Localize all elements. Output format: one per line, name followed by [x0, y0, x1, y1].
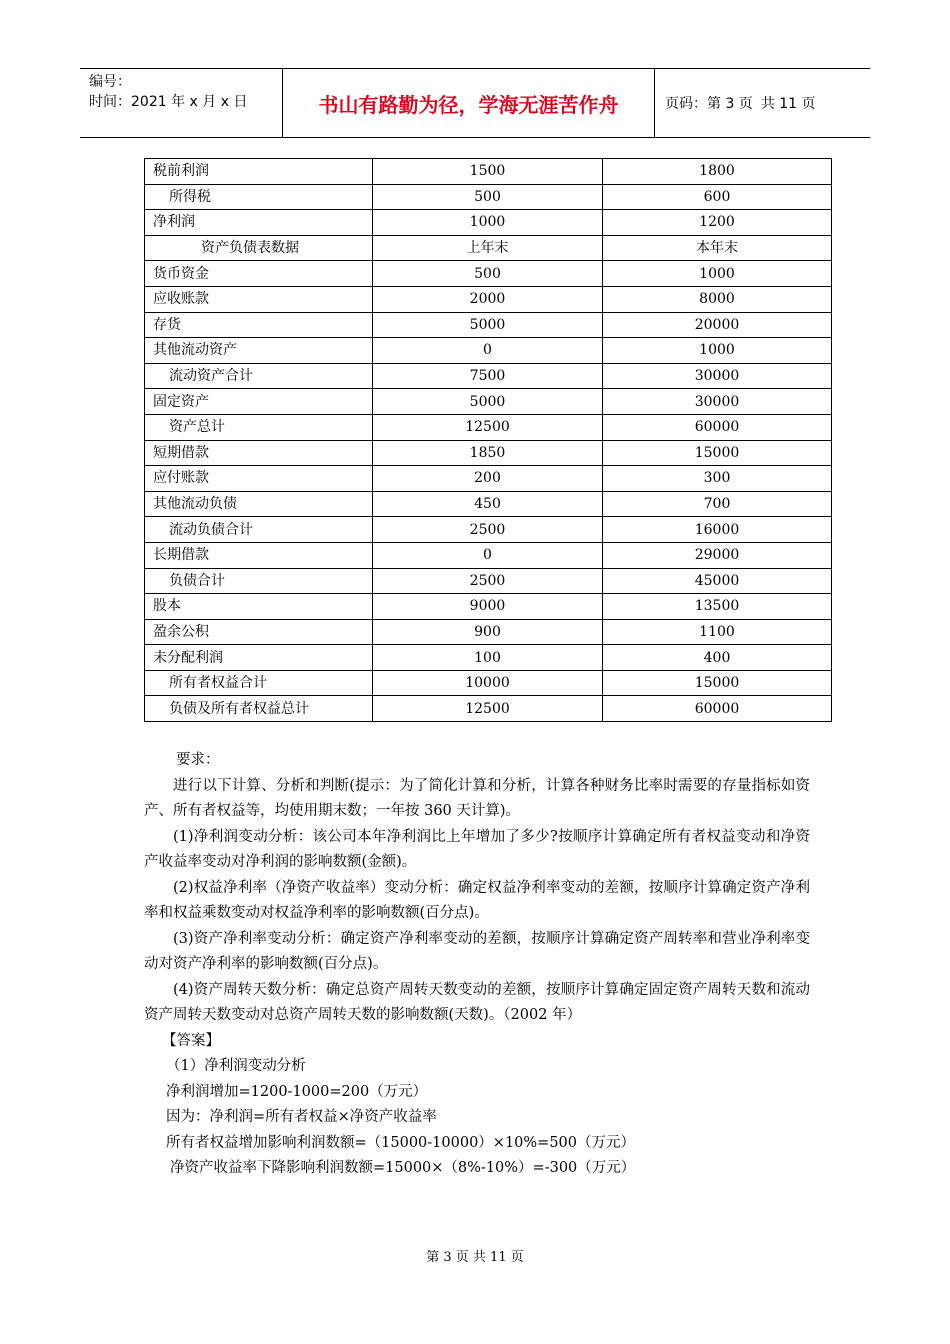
prev-year-cell: 2500: [373, 517, 603, 543]
prev-year-cell: 5000: [373, 389, 603, 415]
table-row: [145, 517, 832, 543]
row-label: 其他流动负债: [153, 496, 237, 513]
header-page-label: 页码：第 3 页: [665, 96, 753, 112]
header-meta: [80, 69, 283, 137]
curr-year-cell: 1000: [603, 338, 832, 364]
curr-year-cell: 300: [603, 466, 832, 492]
prev-year-cell: 10000: [373, 670, 603, 696]
curr-year-cell: 20000: [603, 312, 832, 338]
row-label: 流动负债合计: [169, 521, 253, 538]
row-label-cell: [145, 645, 373, 671]
table-row: [145, 159, 832, 185]
row-label-cell: [145, 389, 373, 415]
row-label-cell: [145, 235, 373, 261]
row-label: 所有者权益合计: [169, 675, 267, 692]
row-label: 税前利润: [153, 163, 209, 180]
row-label-cell: [145, 619, 373, 645]
curr-year-cell: 30000: [603, 389, 832, 415]
prev-year-cell: 上年末: [373, 235, 603, 261]
row-label-cell: [145, 363, 373, 389]
document-header: [80, 68, 870, 138]
row-label: 流动资产合计: [169, 368, 253, 385]
table-row: [145, 594, 832, 620]
table-row: [145, 414, 832, 440]
row-label: 股本: [153, 598, 181, 615]
intro-paragraph: 进行以下计算、分析和判断(提示：为了简化计算和分析，计算各种财务比率时需要的存量指标如资产、所有者权益等，均使用期末数；一年按 360 天计算)。: [144, 777, 810, 819]
requirement-heading: 要求：: [176, 752, 220, 768]
answer-section-title: （1）净利润变动分析: [166, 1058, 306, 1074]
table-row: [145, 491, 832, 517]
row-label: 短期借款: [153, 444, 209, 461]
answer-line-3: 所有者权益增加影响利润数额=（15000-10000）×10%=500（万元）: [166, 1134, 636, 1151]
table-row: [145, 184, 832, 210]
table-row: [145, 286, 832, 312]
row-label-cell: [145, 594, 373, 620]
curr-year-cell: 700: [603, 491, 832, 517]
curr-year-cell: 400: [603, 645, 832, 671]
prev-year-cell: 0: [373, 542, 603, 568]
curr-year-cell: 60000: [603, 414, 832, 440]
question-text: [144, 748, 810, 1182]
table-row: [145, 338, 832, 364]
curr-year-cell: 1800: [603, 159, 832, 185]
row-label: 应收账款: [153, 291, 209, 308]
row-label: 其他流动资产: [153, 342, 237, 359]
table-row: [145, 261, 832, 287]
page-footer: 第 3 页 共 11 页: [426, 1250, 524, 1265]
prev-year-cell: 100: [373, 645, 603, 671]
row-label: 存货: [153, 316, 181, 333]
row-label-cell: [145, 414, 373, 440]
row-label-cell: [145, 440, 373, 466]
prev-year-cell: 500: [373, 184, 603, 210]
row-label-cell: [145, 517, 373, 543]
row-label-cell: [145, 491, 373, 517]
curr-year-cell: 1000: [603, 261, 832, 287]
row-label-cell: [145, 312, 373, 338]
prev-year-cell: 12500: [373, 414, 603, 440]
table-row: [145, 619, 832, 645]
curr-year-cell: 13500: [603, 594, 832, 620]
row-label-cell: [145, 261, 373, 287]
row-label-cell: [145, 568, 373, 594]
prev-year-cell: 500: [373, 261, 603, 287]
prev-year-cell: 12500: [373, 696, 603, 722]
row-label-cell: [145, 210, 373, 236]
curr-year-cell: 29000: [603, 542, 832, 568]
row-label-cell: [145, 286, 373, 312]
answer-line-1: 净利润增加=1200-1000=200（万元）: [166, 1083, 428, 1100]
curr-year-cell: 8000: [603, 286, 832, 312]
row-label: 资产负债表数据: [201, 240, 299, 257]
prev-year-cell: 0: [373, 338, 603, 364]
prev-year-cell: 7500: [373, 363, 603, 389]
row-label: 长期借款: [153, 547, 209, 564]
curr-year-cell: 60000: [603, 696, 832, 722]
table-row: [145, 235, 832, 261]
table-row: [145, 210, 832, 236]
table-row: [145, 645, 832, 671]
question-1: (1)净利润变动分析：该公司本年净利润比上年增加了多少?按顺序计算确定所有者权益变动和净资产收益率变动对净利润的影响数额(金额)。: [144, 828, 810, 870]
header-motto: 书山有路勤为径，学海无涯苦作舟: [283, 69, 655, 137]
header-total-label: 共 11 页: [760, 96, 816, 112]
row-label-cell: [145, 184, 373, 210]
curr-year-cell: 1100: [603, 619, 832, 645]
table-row: [145, 696, 832, 722]
curr-year-cell: 600: [603, 184, 832, 210]
row-label: 货币资金: [153, 265, 209, 282]
table-row: [145, 466, 832, 492]
header-number-label: 编号：: [89, 74, 131, 90]
row-label-cell: [145, 338, 373, 364]
question-4: (4)资产周转天数分析：确定总资产周转天数变动的差额，按顺序计算确定固定资产周转天数和流动资产周转天数变动对总资产周转天数的影响数额(天数)。（2002 年）: [144, 981, 810, 1023]
row-label-cell: [145, 159, 373, 185]
row-label-cell: [145, 466, 373, 492]
prev-year-cell: 5000: [373, 312, 603, 338]
prev-year-cell: 900: [373, 619, 603, 645]
table-row: [145, 363, 832, 389]
row-label: 所得税: [169, 188, 211, 205]
answer-heading: 【答案】: [162, 1032, 220, 1049]
answer-line-2: 因为：净利润=所有者权益×净资产收益率: [166, 1109, 437, 1125]
row-label-cell: [145, 696, 373, 722]
prev-year-cell: 2500: [373, 568, 603, 594]
prev-year-cell: 1000: [373, 210, 603, 236]
question-2: (2)权益净利率（净资产收益率）变动分析：确定权益净利率变动的差额，按顺序计算确定资产净利率和权益乘数变动对权益净利率的影响数额(百分点)。: [144, 879, 810, 921]
row-label: 应付账款: [153, 470, 209, 487]
table-row: [145, 568, 832, 594]
row-label: 净利润: [153, 214, 195, 231]
table-row: [145, 670, 832, 696]
row-label: 盈余公积: [153, 623, 209, 640]
row-label: 资产总计: [169, 419, 225, 436]
table-row: [145, 312, 832, 338]
prev-year-cell: 2000: [373, 286, 603, 312]
prev-year-cell: 1500: [373, 159, 603, 185]
row-label: 未分配利润: [153, 649, 223, 666]
curr-year-cell: 15000: [603, 670, 832, 696]
curr-year-cell: 1200: [603, 210, 832, 236]
answer-line-4: 净资产收益率下降影响利润数额=15000×（8%-10%）=-300（万元）: [170, 1160, 636, 1176]
financial-data-table: [144, 158, 832, 722]
row-label: 负债及所有者权益总计: [169, 700, 309, 717]
curr-year-cell: 30000: [603, 363, 832, 389]
header-page-info: [655, 69, 870, 137]
curr-year-cell: 45000: [603, 568, 832, 594]
row-label: 负债合计: [169, 572, 225, 589]
row-label-cell: [145, 542, 373, 568]
row-label: 固定资产: [153, 393, 209, 410]
curr-year-cell: 15000: [603, 440, 832, 466]
prev-year-cell: 1850: [373, 440, 603, 466]
prev-year-cell: 200: [373, 466, 603, 492]
curr-year-cell: 本年末: [603, 235, 832, 261]
question-3: (3)资产净利率变动分析：确定资产净利率变动的差额，按顺序计算确定资产周转率和营业净利率变动对资产净利率的影响数额(百分点)。: [144, 930, 810, 972]
table-row: [145, 542, 832, 568]
row-label-cell: [145, 670, 373, 696]
prev-year-cell: 9000: [373, 594, 603, 620]
curr-year-cell: 16000: [603, 517, 832, 543]
table-row: [145, 440, 832, 466]
prev-year-cell: 450: [373, 491, 603, 517]
header-time-label: 时间：2021 年 x 月 x 日: [89, 94, 248, 110]
table-row: [145, 389, 832, 415]
